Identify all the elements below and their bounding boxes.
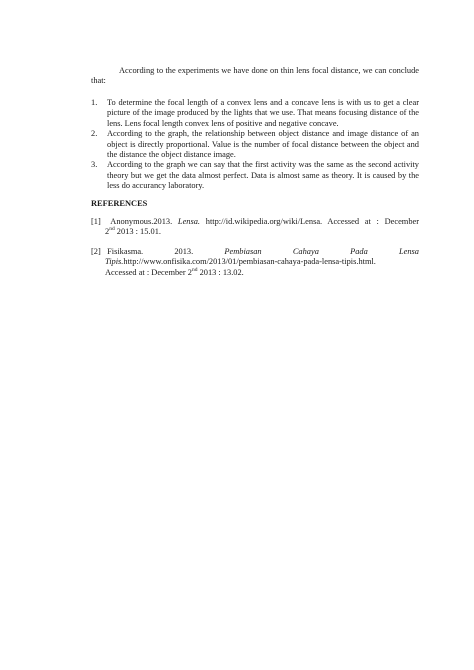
list-item-number: 3. <box>91 160 98 170</box>
conclusion-intro: According to the experiments we have done on thin lens focal distance, we can conclude that: <box>91 66 419 86</box>
reference-year-time: 2013 : 13.02. <box>199 267 244 277</box>
reference-accessed: Accessed at : December <box>327 217 420 226</box>
reference-line <box>91 217 419 227</box>
list-item-text: According to the graph we can say that the first activity was the same as the second activity theory but we get the data almost perfect. Data is almost same as theory. It is caused by the less do accurancy laboratory. <box>107 160 419 191</box>
reference-url-line <box>91 257 419 267</box>
reference-title: Lensa. <box>177 217 201 226</box>
reference-url: http://id.wikipedia.org/wiki/Lensa. <box>205 217 323 226</box>
reference-title-end: Tipis. <box>105 257 124 267</box>
list-item-number: 1. <box>91 98 98 107</box>
reference-entry <box>91 217 419 238</box>
reference-day-suffix: nd <box>109 226 115 233</box>
list-item <box>91 160 419 191</box>
conclusion-list <box>91 98 419 192</box>
reference-day-suffix: nd <box>191 267 198 274</box>
reference-line <box>91 247 419 257</box>
reference-label-author <box>91 247 143 257</box>
reference-label: [2] <box>91 247 101 256</box>
references-heading: REFERENCES <box>91 199 148 208</box>
reference-title-word: Pada <box>350 247 368 256</box>
reference-title-word: Cahaya <box>292 247 319 256</box>
reference-url: http://www.onfisika.com/2013/01/pembiasan-cahaya-pada-lensa-tipis.html. <box>123 257 376 267</box>
reference-year: 2013. <box>174 247 194 256</box>
list-item-number: 2. <box>91 129 98 139</box>
list-item-text: To determine the focal length of a convex lens and a concave lens is with us to get a clear picture of the image produced by the lights that we use. That means focusing distance of the lens. Lens focal length convex lens of positive and negative concave. <box>107 98 419 128</box>
list-item-text: According to the graph, the relationship between object distance and image distance of an object is directly proportional. Value is the number of focal distance between the object and the distance the object distance image. <box>107 129 419 160</box>
reference-author: Anonymous.2013. <box>110 217 173 226</box>
reference-title-word: Pembiasan <box>224 247 262 256</box>
reference-day: 2 <box>187 267 192 277</box>
reference-date-line <box>91 268 419 278</box>
reference-entry <box>91 247 419 278</box>
reference-day: 2 <box>105 227 110 237</box>
reference-year-time: 2013 : 15.01. <box>116 227 161 237</box>
reference-label: [1] <box>91 217 101 226</box>
reference-date-line <box>91 227 419 237</box>
reference-accessed: Accessed at : December <box>105 267 186 277</box>
reference-title-word: Lensa <box>398 247 419 256</box>
list-item <box>91 98 419 129</box>
list-item <box>91 129 419 160</box>
reference-author: Fisikasma. <box>107 247 144 256</box>
